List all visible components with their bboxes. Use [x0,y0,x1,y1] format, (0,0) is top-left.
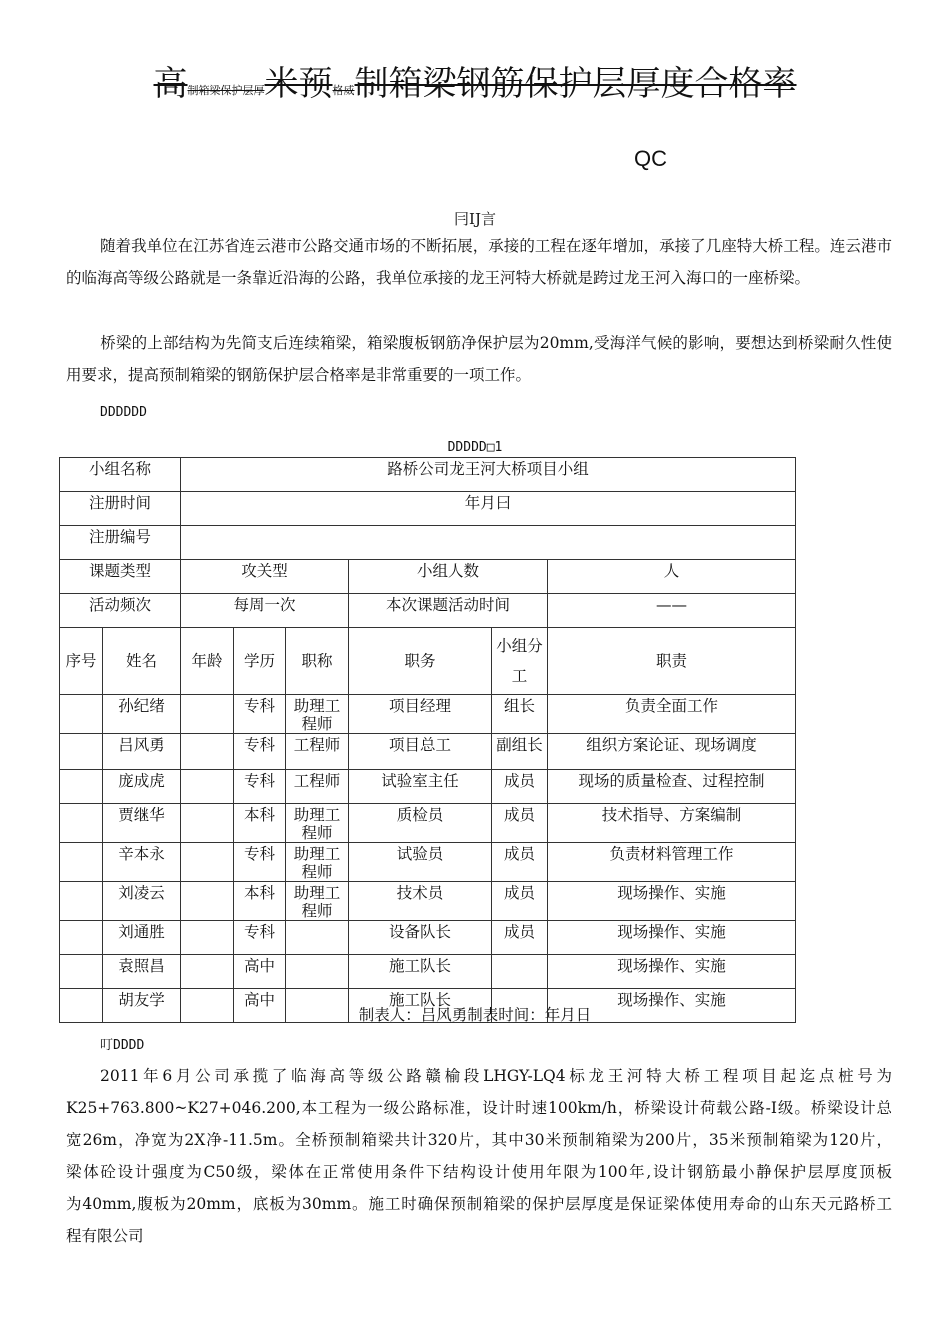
header-position: 职务 [349,628,492,695]
paragraph-line: 梁体砼设计强度为C50级，梁体在正常使用条件下结构设计使用年限为100年,设计钢筋最小静保护层厚度顶板 [66,1163,892,1181]
cell-position: 施工队长 [349,955,492,989]
team-info-table [59,457,796,1023]
members-count-value: 人 [548,560,796,594]
cell-title: 助理工程师 [286,695,349,734]
paragraph-line: 为40mm,腹板为20mm，底板为30mm。施工时确保预制箱梁的保护层厚度是保证梁体使用寿命的山东天元路桥工 [66,1195,892,1213]
header-name: 姓名 [103,628,181,695]
reg-no-value [181,526,796,560]
table-header-row [60,628,796,695]
cell-position: 质检员 [349,804,492,843]
cell-name: 袁照昌 [103,955,181,989]
cell-name: 辛本永 [103,843,181,882]
foreword-heading: 冃IJ言 [454,210,496,228]
cell-seq [60,734,103,770]
table-row [60,458,796,492]
document-title [0,56,950,105]
title-small-3: 威 [343,84,355,97]
cell-position: 施工队长 [349,989,492,1023]
table-row [60,594,796,628]
cell-name: 庞成虎 [103,770,181,804]
cell-duty: 负责材料管理工作 [548,843,796,882]
cell-position: 试验员 [349,843,492,882]
cell-name: 孙纪绪 [103,695,181,734]
table-caption: DDDDD□1 [447,440,503,455]
cell-edu: 本科 [234,804,286,843]
cell-duty: 现场操作、实施 [548,989,796,1023]
table-row [60,492,796,526]
reg-time-label: 注册时间 [60,492,181,526]
cell-duty: 现场操作、实施 [548,921,796,955]
cell-title: 助理工程师 [286,804,349,843]
cell-name: 刘凌云 [103,882,181,921]
cell-seq [60,921,103,955]
cell-name: 吕风勇 [103,734,181,770]
intro-paragraph-2: 桥梁的上部结构为先简支后连续箱梁，箱梁腹板钢筋净保护层为20mm,受海洋气候的影响，要想达到桥梁耐久性使用要求，提高预制箱梁的钢筋保护层合格率是非常重要的一项工作。 [66,334,892,384]
cell-division: 成员 [492,882,548,921]
cell-edu: 高中 [234,955,286,989]
section-label-2: 叮DDDD [100,1038,145,1053]
cell-duty: 现场操作、实施 [548,955,796,989]
cell-division: 成员 [492,770,548,804]
cell-title [286,921,349,955]
cell-title: 工程师 [286,734,349,770]
paragraph-line: K25+763.800~K27+046.200,本工程为一级公路标准，设计时速100km/h，桥梁设计荷载公路-I级。桥梁设计总 [66,1099,892,1117]
cell-division: 成员 [492,921,548,955]
title-part-2: 米预 [264,64,333,104]
cell-age [181,843,234,882]
title-small-1: 制箱梁保护层厚 [187,84,265,97]
cell-duty: 技术指导、方案编制 [548,804,796,843]
cell-position: 试验室主任 [349,770,492,804]
cell-age [181,882,234,921]
freq-label: 活动频次 [60,594,181,628]
table-row [60,843,796,882]
members-count-label: 小组人数 [349,560,548,594]
cell-age [181,955,234,989]
table-row [60,560,796,594]
table-row [60,882,796,921]
cell-title: 工程师 [286,770,349,804]
title-small-2: 格 [332,84,344,97]
table-row [60,921,796,955]
group-name-label: 小组名称 [60,458,181,492]
cell-seq [60,843,103,882]
cell-division [492,955,548,989]
cell-edu: 专科 [234,695,286,734]
qc-label: QC [634,146,667,171]
table-maker-note: 制表人：吕风勇制表时间：年月日 [358,1006,592,1024]
cell-division: 成员 [492,843,548,882]
project-paragraph [66,1060,892,1252]
cell-seq [60,695,103,734]
cell-edu: 高中 [234,989,286,1023]
activity-time-value: —— [548,594,796,628]
cell-edu: 专科 [234,921,286,955]
cell-division: 副组长 [492,734,548,770]
cell-position: 项目经理 [349,695,492,734]
paragraph-line: 2011年6月公司承揽了临海高等级公路赣榆段LHGY-LQ4标龙王河特大桥工程项目起迄点桩号为 [100,1067,892,1085]
header-age: 年龄 [181,628,234,695]
header-duty: 职责 [548,628,796,695]
cell-position: 项目总工 [349,734,492,770]
header-seq: 序号 [60,628,103,695]
cell-name: 贾继华 [103,804,181,843]
header-division: 小组分工 [492,628,548,695]
intro-paragraph-1: 随着我单位在江苏省连云港市公路交通市场的不断拓展，承接的工程在逐年增加，承接了几座特大桥工程。连云港市的临海高等级公路就是一条靠近沿海的公路，我单位承接的龙王河特大桥就是跨过龙王河入海口的一座桥梁。 [66,237,892,287]
table-row [60,955,796,989]
reg-no-label: 注册编号 [60,526,181,560]
table-row [60,734,796,770]
cell-division: 成员 [492,804,548,843]
cell-title: 助理工程师 [286,843,349,882]
table-row [60,770,796,804]
table-row [60,804,796,843]
paragraph-line: 程有限公司 [66,1227,144,1245]
cell-seq [60,804,103,843]
cell-name: 刘通胜 [103,921,181,955]
cell-age [181,804,234,843]
header-edu: 学历 [234,628,286,695]
table-row [60,526,796,560]
cell-title [286,955,349,989]
cell-edu: 本科 [234,882,286,921]
cell-seq [60,882,103,921]
cell-duty: 现场操作、实施 [548,882,796,921]
cell-duty: 现场的质量检查、过程控制 [548,770,796,804]
cell-name: 胡友学 [103,989,181,1023]
cell-title: 助理工程师 [286,882,349,921]
cell-division: 组长 [492,695,548,734]
topic-type-value: 攻关型 [181,560,349,594]
table-row [60,695,796,734]
reg-time-value: 年月曰 [181,492,796,526]
cell-position: 设备队长 [349,921,492,955]
cell-age [181,734,234,770]
cell-seq [60,955,103,989]
topic-type-label: 课题类型 [60,560,181,594]
cell-age [181,770,234,804]
cell-edu: 专科 [234,734,286,770]
cell-position: 技术员 [349,882,492,921]
header-title: 职称 [286,628,349,695]
group-name-value: 路桥公司龙王河大桥项目小组 [181,458,796,492]
cell-seq [60,770,103,804]
cell-edu: 专科 [234,843,286,882]
cell-age [181,921,234,955]
title-part-1: 高 [153,64,188,104]
cell-edu: 专科 [234,770,286,804]
section-label-1: DDDDDD [100,405,147,420]
cell-duty: 组织方案论证、现场调度 [548,734,796,770]
activity-time-label: 本次课题活动时间 [349,594,548,628]
paragraph-line: 宽26m，净宽为2X净-11.5m。全桥预制箱梁共计320片，其中30米预制箱梁为200片，35米预制箱梁为120片， [66,1131,892,1149]
cell-duty: 负责全面工作 [548,695,796,734]
cell-age [181,695,234,734]
freq-value: 每周一次 [181,594,349,628]
title-part-3: 制箱梁钢筋保护层厚度合格率 [354,64,797,104]
